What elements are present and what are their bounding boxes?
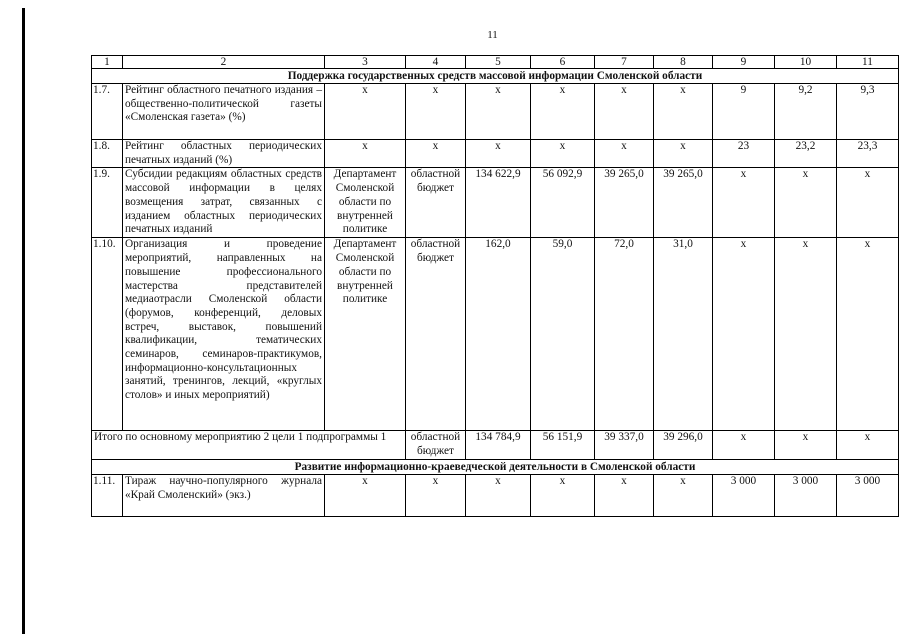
row-indicator3: 9,3: [837, 84, 899, 140]
total-year2: 39 337,0: [595, 431, 654, 459]
col-header: 4: [406, 56, 466, 69]
row-indicator1: 3 000: [713, 474, 775, 516]
row-year1: 59,0: [531, 238, 595, 431]
header-row: [92, 56, 899, 69]
section-row: [92, 459, 899, 474]
row-source: x: [406, 84, 466, 140]
col-header: 3: [325, 56, 406, 69]
row-total: x: [466, 474, 531, 516]
total-indicator2: x: [775, 431, 837, 459]
row-name: Рейтинг областных периодических печатных изданий (%): [123, 140, 325, 168]
row-executor: x: [325, 84, 406, 140]
row-indicator2: 9,2: [775, 84, 837, 140]
row-year3: x: [654, 84, 713, 140]
row-executor: x: [325, 474, 406, 516]
total-year3: 39 296,0: [654, 431, 713, 459]
row-year2: x: [595, 140, 654, 168]
total-row: [92, 431, 899, 459]
row-name: Организация и проведение мероприятий, направленных на повышение профессионального мастерства представителей медиаотрасли Смоленской области (форумов, конференций, деловых встреч, выставок, повышений квалификации, тематических семинаров, семинаров-практикумов, информационно-консультационных занятий, тренингов, лекций, «круглых столов» и иных мероприятий): [123, 238, 325, 431]
row-indicator1: x: [713, 168, 775, 238]
row-indicator1: x: [713, 238, 775, 431]
program-table: [91, 55, 899, 517]
row-year3: 39 265,0: [654, 168, 713, 238]
row-year1: x: [531, 474, 595, 516]
row-indicator3: 3 000: [837, 474, 899, 516]
row-indicator3: 23,3: [837, 140, 899, 168]
col-header: 8: [654, 56, 713, 69]
row-indicator2: x: [775, 168, 837, 238]
row-number: 1.9.: [92, 168, 123, 238]
row-total: 134 622,9: [466, 168, 531, 238]
row-name: Тираж научно-популярного журнала «Край Смоленский» (экз.): [123, 474, 325, 516]
table-row: [92, 84, 899, 140]
row-number: 1.8.: [92, 140, 123, 168]
total-amount: 134 784,9: [466, 431, 531, 459]
row-executor: Департамент Смоленской области по внутренней политике: [325, 238, 406, 431]
col-header: 10: [775, 56, 837, 69]
total-indicator3: x: [837, 431, 899, 459]
row-year1: x: [531, 84, 595, 140]
total-indicator1: x: [713, 431, 775, 459]
col-header: 2: [123, 56, 325, 69]
row-year2: 72,0: [595, 238, 654, 431]
row-source: областной бюджет: [406, 238, 466, 431]
row-year2: 39 265,0: [595, 168, 654, 238]
row-indicator2: x: [775, 238, 837, 431]
total-year1: 56 151,9: [531, 431, 595, 459]
total-label: Итого по основному мероприятию 2 цели 1 подпрограммы 1: [92, 431, 406, 459]
row-number: 1.11.: [92, 474, 123, 516]
row-indicator3: x: [837, 168, 899, 238]
row-indicator3: x: [837, 238, 899, 431]
table-row: [92, 474, 899, 516]
col-header: 11: [837, 56, 899, 69]
row-total: 162,0: [466, 238, 531, 431]
row-source: x: [406, 474, 466, 516]
row-executor: Департамент Смоленской области по внутренней политике: [325, 168, 406, 238]
col-header: 7: [595, 56, 654, 69]
row-name: Субсидии редакциям областных средств массовой информации в целях возмещения затрат, связанных с изданием областных периодических печатных изданий: [123, 168, 325, 238]
row-number: 1.10.: [92, 238, 123, 431]
row-number: 1.7.: [92, 84, 123, 140]
table-row: [92, 168, 899, 238]
row-total: x: [466, 84, 531, 140]
row-source: x: [406, 140, 466, 168]
section-row: [92, 69, 899, 84]
row-indicator1: 23: [713, 140, 775, 168]
section-title: Поддержка государственных средств массовой информации Смоленской области: [92, 69, 899, 84]
row-executor: x: [325, 140, 406, 168]
table-row: [92, 140, 899, 168]
col-header: 1: [92, 56, 123, 69]
page-number: 11: [487, 29, 498, 41]
row-indicator2: 23,2: [775, 140, 837, 168]
col-header: 9: [713, 56, 775, 69]
col-header: 6: [531, 56, 595, 69]
row-year2: x: [595, 84, 654, 140]
row-year2: x: [595, 474, 654, 516]
row-source: областной бюджет: [406, 168, 466, 238]
row-name: Рейтинг областного печатного издания – общественно-политической газеты «Смоленская газета» (%): [123, 84, 325, 140]
row-year1: 56 092,9: [531, 168, 595, 238]
row-year3: 31,0: [654, 238, 713, 431]
row-indicator2: 3 000: [775, 474, 837, 516]
row-total: x: [466, 140, 531, 168]
scan-edge-bar: [22, 8, 25, 634]
section-title: Развитие информационно-краеведческой деятельности в Смоленской области: [92, 459, 899, 474]
row-year1: x: [531, 140, 595, 168]
row-year3: x: [654, 474, 713, 516]
col-header: 5: [466, 56, 531, 69]
row-year3: x: [654, 140, 713, 168]
row-indicator1: 9: [713, 84, 775, 140]
total-source: областной бюджет: [406, 431, 466, 459]
table-row: [92, 238, 899, 431]
